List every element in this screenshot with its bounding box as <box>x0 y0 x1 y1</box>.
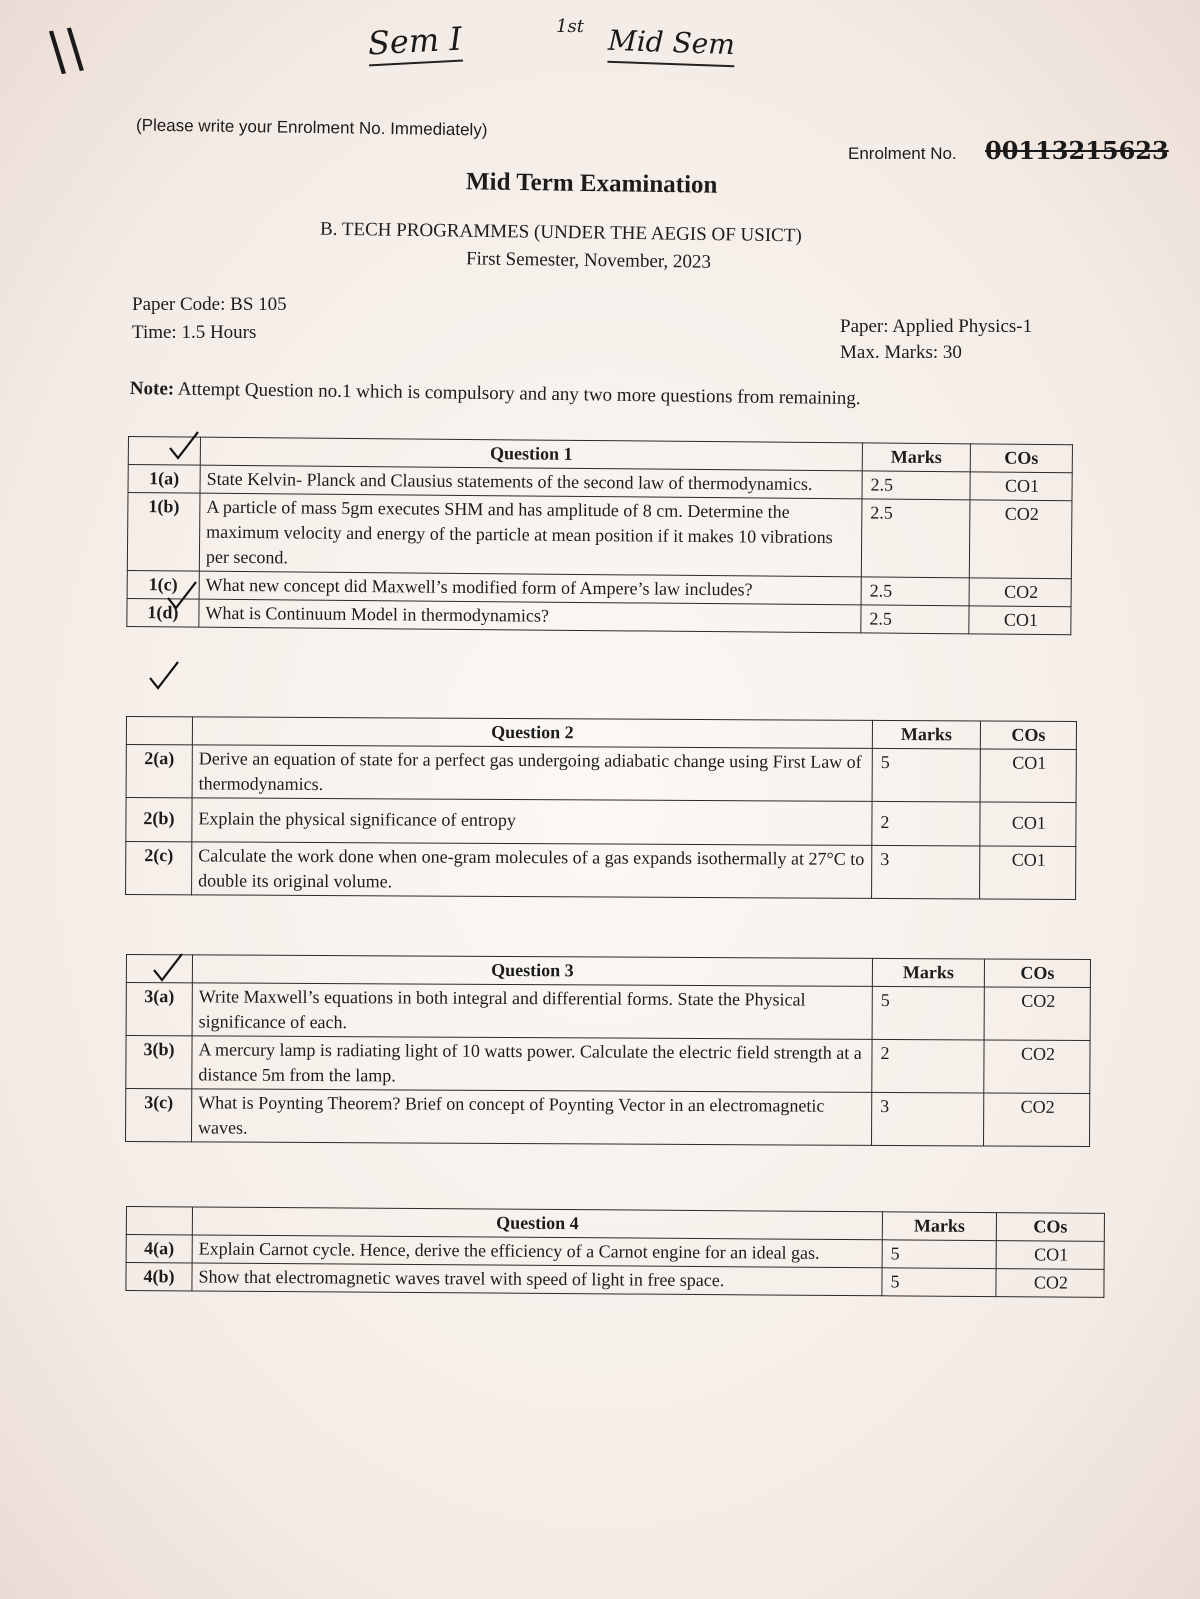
table-row <box>126 983 1090 1041</box>
question-text: A mercury lamp is radiating light of 10 watts power. Calculate the electric field strength at a distance 5m from the lamp. <box>192 1036 872 1093</box>
note-label: Note: <box>129 378 175 400</box>
cos-header: COs <box>996 1213 1104 1242</box>
co-value: CO2 <box>996 1269 1104 1298</box>
marks-value: 2.5 <box>861 605 969 634</box>
marks-header: Marks <box>872 958 984 987</box>
tick-mark-icon <box>148 660 180 690</box>
question-title: Question 1 <box>200 437 862 471</box>
note-text: Attempt Question no.1 which is compulsory and any two more questions from remaining. <box>174 378 861 410</box>
marks-header: Marks <box>882 1212 996 1241</box>
question-1-table <box>126 436 1073 635</box>
marks-value: 2.5 <box>861 577 969 606</box>
question-text: State Kelvin- Planck and Clausius statements of the second law of thermodynamics. <box>200 465 862 499</box>
note-line <box>130 378 861 410</box>
question-number: 2(b) <box>126 798 192 842</box>
co-value: CO1 <box>980 749 1076 803</box>
question-number: 1(c) <box>127 570 199 599</box>
question-4-table <box>125 1206 1105 1298</box>
co-value: CO2 <box>984 1040 1090 1094</box>
header-num-cell <box>126 717 192 745</box>
question-text: Show that electromagnetic waves travel with speed of light in free space. <box>192 1263 882 1296</box>
question-2-table <box>125 716 1077 900</box>
question-text: A particle of mass 5gm executes SHM and has amplitude of 8 cm. Determine the maximum velocity and energy of the particle at mean position if it makes 10 vibrations per second. <box>199 493 862 577</box>
marks-value: 2.5 <box>862 471 970 500</box>
co-value: CO2 <box>984 987 1090 1041</box>
marks-value: 3 <box>872 1092 984 1146</box>
question-text: Derive an equation of state for a perfect gas undergoing adiabatic change using First Law of thermodynamics. <box>192 745 872 802</box>
marks-value: 5 <box>882 1268 996 1297</box>
question-number: 3(a) <box>126 983 192 1036</box>
marks-value: 5 <box>872 748 980 802</box>
exam-time: Time: 1.5 Hours <box>132 322 257 343</box>
programme-line: B. TECH PROGRAMMES (UNDER THE AEGIS OF USICT) <box>319 218 802 247</box>
co-value: CO2 <box>969 578 1071 607</box>
tick-mark-icon <box>166 580 198 610</box>
marks-header: Marks <box>872 720 980 749</box>
table-row <box>126 1263 1104 1298</box>
question-number: 4(b) <box>126 1263 192 1291</box>
marks-value: 2 <box>872 1039 984 1093</box>
co-value: CO2 <box>969 500 1072 579</box>
paper-name: Paper: Applied Physics-1 <box>840 316 1033 337</box>
co-value: CO1 <box>980 802 1076 847</box>
cos-header: COs <box>970 444 1072 473</box>
handwritten-mid-label: Mid Sem <box>607 24 735 67</box>
marks-header: Marks <box>862 443 970 472</box>
table-row <box>126 745 1076 803</box>
marks-value: 5 <box>872 986 984 1040</box>
question-3-table <box>125 954 1091 1147</box>
table-row <box>126 1089 1090 1147</box>
question-title: Question 2 <box>192 717 872 749</box>
table-row <box>127 493 1072 579</box>
question-text: What is Poynting Theorem? Brief on concept of Poynting Vector in an electromagnetic waves. <box>192 1089 872 1146</box>
cos-header: COs <box>980 721 1076 750</box>
question-number: 3(c) <box>126 1089 192 1142</box>
marks-value: 5 <box>882 1240 996 1269</box>
tick-mark-icon <box>168 430 200 460</box>
table-row <box>126 798 1076 847</box>
enrolment-number: 00113215623 <box>985 136 1169 165</box>
header-num-cell <box>126 1207 192 1235</box>
question-number: 1(d) <box>127 598 199 627</box>
cos-header: COs <box>984 959 1090 988</box>
paper-code: Paper Code: BS 105 <box>132 294 287 315</box>
handwritten-mid-sup: 1st <box>556 16 584 37</box>
co-value: CO2 <box>984 1093 1090 1147</box>
marks-value: 2.5 <box>861 499 970 578</box>
question-text: Calculate the work done when one-gram molecules of a gas expands isothermally at 27°C to double its original volume. <box>192 842 872 899</box>
question-number: 1(b) <box>127 493 200 572</box>
co-value: CO1 <box>996 1241 1104 1270</box>
enrolment-label: Enrolment No. <box>848 144 957 163</box>
question-number: 1(a) <box>128 465 200 494</box>
question-title: Question 4 <box>192 1207 882 1240</box>
question-number: 3(b) <box>126 1036 192 1089</box>
co-value: CO1 <box>970 472 1072 501</box>
corner-mark: \\ <box>42 15 90 84</box>
handwritten-sem-label: Sem I <box>367 20 463 67</box>
max-marks: Max. Marks: 30 <box>840 342 962 363</box>
question-text: Write Maxwell’s equations in both integral and differential forms. State the Physical significance of each. <box>192 983 872 1040</box>
co-value: CO1 <box>969 606 1071 635</box>
table-row <box>126 842 1076 900</box>
enrolment-instruction: (Please write your Enrolment No. Immediately) <box>135 115 488 140</box>
marks-value: 3 <box>872 845 980 899</box>
exam-title: Mid Term Examination <box>465 168 718 199</box>
semester-line: First Semester, November, 2023 <box>465 248 712 273</box>
question-number: 2(a) <box>126 745 192 798</box>
question-text: What new concept did Maxwell’s modified form of Ampere’s law includes? <box>199 571 861 605</box>
tick-mark-icon <box>152 952 184 982</box>
question-text: Explain the physical significance of entropy <box>192 798 872 846</box>
question-number: 2(c) <box>126 842 192 895</box>
question-text: What is Continuum Model in thermodynamics? <box>199 599 861 633</box>
question-number: 4(a) <box>126 1235 192 1263</box>
table-row <box>126 1036 1090 1094</box>
question-text: Explain Carnot cycle. Hence, derive the efficiency of a Carnot engine for an ideal gas. <box>192 1235 882 1268</box>
co-value: CO1 <box>980 846 1076 900</box>
marks-value: 2 <box>872 801 980 846</box>
question-title: Question 3 <box>192 955 872 987</box>
